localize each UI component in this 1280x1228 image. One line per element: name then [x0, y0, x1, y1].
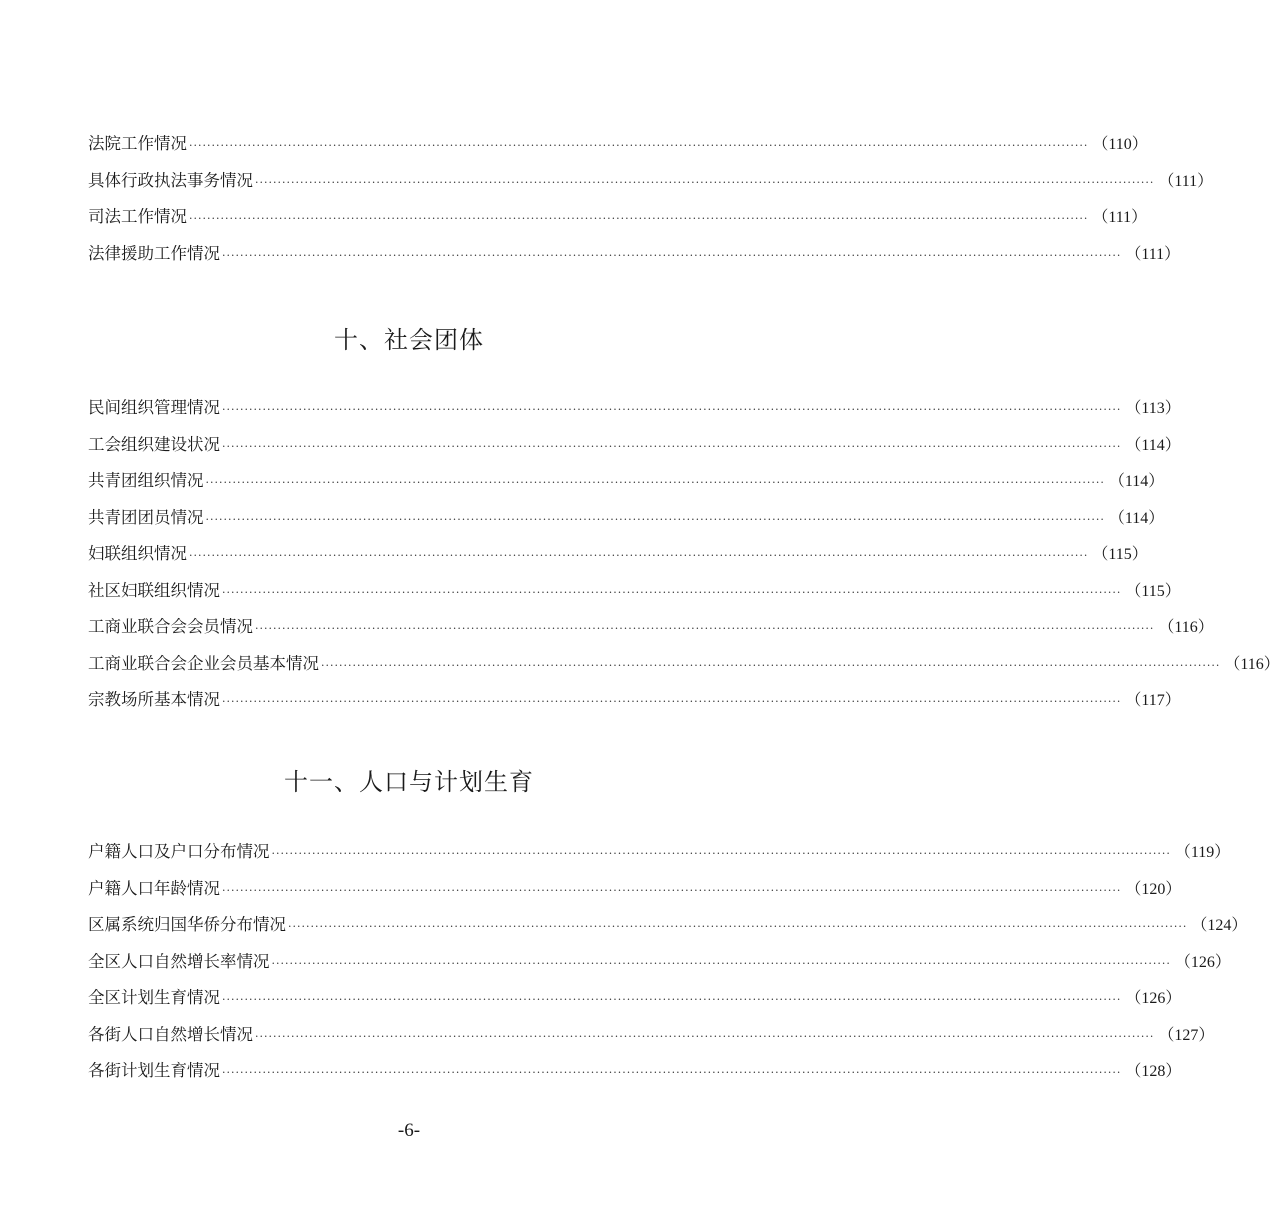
toc-entry-page: （124） [1191, 917, 1248, 934]
toc-entry-page: （127） [1158, 1026, 1215, 1044]
dot-leader: ········································································································································································································ [205, 476, 1105, 489]
toc-entry[interactable] [88, 427, 1181, 464]
dot-leader: ········································································································································································································ [222, 883, 1122, 897]
toc-entry-page: （120） [1125, 880, 1182, 898]
dot-leader: ········································································································································································································ [189, 549, 1089, 562]
toc-entry[interactable] [88, 980, 1182, 1017]
dot-leader: ········································································································································································································ [255, 622, 1155, 635]
dot-leader: ········································································································································································································ [222, 993, 1122, 1006]
toc-entry[interactable] [88, 1053, 1182, 1090]
dot-leader: ········································································································································································································ [255, 175, 1155, 189]
toc-entry-title: 民间组织管理情况 [88, 398, 220, 417]
toc-entry-page: （116） [1158, 619, 1214, 636]
dot-leader: ········································································································································································································ [222, 439, 1122, 453]
dot-leader: ········································································································································································································ [222, 695, 1122, 708]
dot-leader: ········································································································································································································ [205, 512, 1105, 526]
toc-entry[interactable] [88, 236, 1181, 273]
toc-entry-title: 各街人口自然增长情况 [88, 1024, 253, 1044]
toc-entry[interactable] [88, 944, 1231, 981]
dot-leader: ········································································································································································································ [222, 248, 1122, 262]
toc-entry-title: 户籍人口年龄情况 [88, 878, 220, 898]
dot-leader: ········································································································································································································ [288, 920, 1188, 933]
toc-list-social-groups [88, 390, 1280, 719]
toc-entry-title: 全区计划生育情况 [88, 988, 220, 1007]
section-heading-social-groups: 十、社会团体 [334, 326, 484, 354]
toc-entry[interactable] [88, 871, 1182, 908]
toc-entry-page: （119） [1174, 844, 1231, 861]
toc-entry[interactable] [88, 390, 1181, 427]
toc-entry-page: （115） [1125, 582, 1181, 600]
toc-entry[interactable] [88, 199, 1148, 236]
toc-list-population [88, 834, 1248, 1090]
toc-entry-page: （114） [1108, 473, 1165, 490]
toc-entry-title: 法院工作情况 [88, 134, 187, 153]
toc-entry[interactable] [88, 1017, 1215, 1054]
toc-entry-title: 司法工作情况 [88, 207, 187, 226]
toc-entry-title: 宗教场所基本情况 [88, 690, 220, 709]
dot-leader: ········································································································································································································ [255, 1029, 1155, 1043]
toc-entry-page: （116） [1224, 655, 1280, 673]
toc-entry-title: 共青团团员情况 [88, 507, 204, 527]
section-heading-population: 十一、人口与计划生育 [284, 768, 534, 796]
toc-entry-page: （114） [1125, 436, 1181, 454]
toc-entry-title: 户籍人口及户口分布情况 [88, 842, 270, 861]
toc-entry-title: 工商业联合会企业会员基本情况 [88, 653, 319, 673]
dot-leader: ········································································································································································································ [271, 956, 1171, 970]
page-number: -6- [397, 1120, 421, 1141]
dot-leader: ········································································································································································································ [222, 403, 1122, 416]
toc-entry-page: （111） [1092, 209, 1148, 226]
toc-entry-title: 全区人口自然增长率情况 [88, 951, 270, 971]
dot-leader: ········································································································································································································ [189, 212, 1089, 225]
toc-entry-page: （126） [1125, 990, 1182, 1007]
toc-entry-page: （113） [1125, 400, 1181, 417]
toc-entry[interactable] [88, 907, 1248, 944]
toc-entry[interactable] [88, 536, 1148, 573]
toc-entry[interactable] [88, 682, 1181, 719]
toc-entry-page: （114） [1108, 509, 1165, 527]
dot-leader: ········································································································································································································ [222, 585, 1122, 599]
toc-entry-page: （111） [1158, 172, 1214, 190]
dot-leader: ········································································································································································································ [222, 1066, 1122, 1079]
toc-entry[interactable] [88, 163, 1214, 200]
toc-entry-page: （117） [1125, 692, 1181, 709]
toc-entry-title: 妇联组织情况 [88, 544, 187, 563]
toc-entry-title: 具体行政执法事务情况 [88, 170, 253, 190]
toc-entry[interactable] [88, 646, 1280, 683]
dot-leader: ········································································································································································································ [189, 139, 1089, 152]
toc-entry[interactable] [88, 573, 1181, 610]
toc-entry-title: 法律援助工作情况 [88, 243, 220, 263]
toc-entry[interactable] [88, 463, 1165, 500]
toc-entry-page: （115） [1092, 546, 1148, 563]
dot-leader: ········································································································································································································ [271, 847, 1171, 860]
dot-leader: ········································································································································································································ [321, 658, 1221, 672]
toc-entry-title: 工会组织建设状况 [88, 434, 220, 454]
toc-entry[interactable] [88, 834, 1231, 871]
toc-entry-title: 共青团组织情况 [88, 471, 204, 490]
toc-entry-page: （128） [1125, 1063, 1182, 1080]
toc-entry-page: （110） [1092, 136, 1148, 153]
toc-entry-title: 社区妇联组织情况 [88, 580, 220, 600]
toc-entry-title: 区属系统归国华侨分布情况 [88, 915, 286, 934]
toc-entry-title: 各街计划生育情况 [88, 1061, 220, 1080]
toc-entry-page: （111） [1125, 245, 1181, 263]
toc-list-legal [88, 126, 1214, 272]
toc-entry[interactable] [88, 500, 1165, 537]
toc-entry[interactable] [88, 126, 1148, 163]
toc-entry-page: （126） [1174, 953, 1231, 971]
toc-entry-title: 工商业联合会会员情况 [88, 617, 253, 636]
toc-entry[interactable] [88, 609, 1214, 646]
